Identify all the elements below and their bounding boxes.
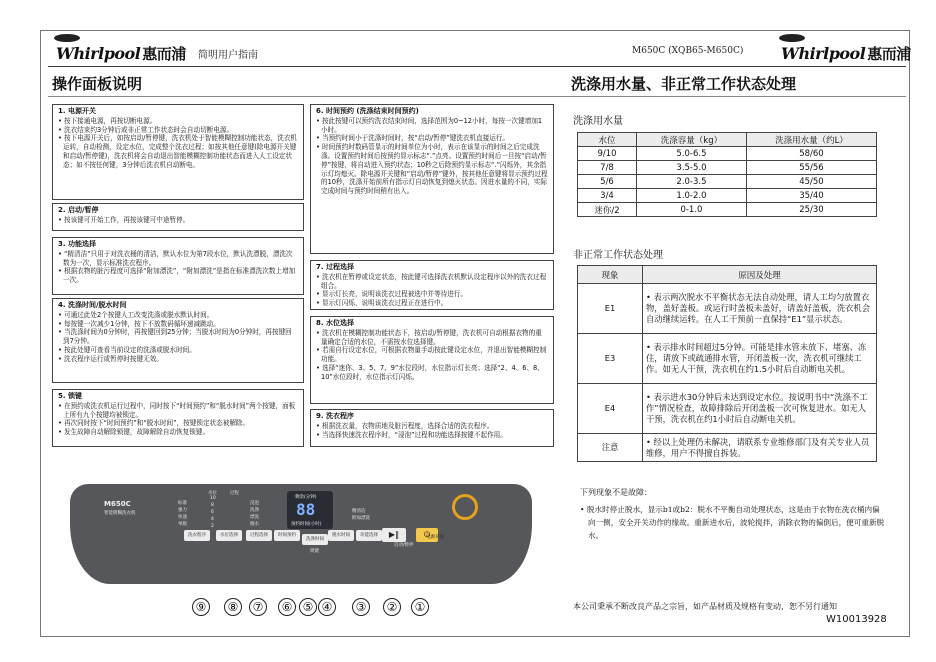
program-label: 快速 [178,515,187,520]
box-item: • 按此按键可以预约洗衣结束时间，选择范围为0~12小时，每按一次键增加1小时。 [316,117,548,135]
model-number: M650C (XQB65-M650C) [632,46,744,56]
reservation-button[interactable]: 时间预约 [274,530,300,541]
box-start [52,203,304,231]
cell: 7/8 [578,161,637,175]
table-row [578,203,877,217]
power-icon: ⏻ [423,530,431,539]
table-row [578,161,877,175]
table-header: 原因及处理 [643,266,877,284]
error-table [577,265,877,462]
box-item: • 每按键一次减少1分钟，按下不放数码循环递减跳动。 [58,320,298,329]
logo-en: Whirlpool [56,44,141,63]
box-item: • 当预约时间小于洗涤时间时，按“启动/暂停”键洗衣机直接运行。 [316,134,548,143]
logo-cn: 惠而浦 [867,45,911,63]
cell: E1 [578,284,643,334]
non-fault-text: • 脱水时停止脱水，显示b1或b2：脱水不平衡自动处理状态，这是由于衣物在洗衣桶内偏向一侧，安全开关动作的缘故。重新进水后，波轮搅拌，消除衣物的偏倒后，便可重新脱水。 [580,505,885,540]
box-item: • 当洗涤时间为0分钟时，再按键回到25分钟；当脱水时间为0分钟时，再按键回到7分钟。 [58,328,298,346]
box-lock [52,389,304,447]
spin-time-button[interactable]: 脱水时间 [328,530,354,541]
cell: 5/6 [578,175,637,189]
box-power [52,104,304,200]
start-pause-label: 启动/暂停 [394,543,414,548]
cell: • 表示排水时间超过5分钟。可能是排水管未放下、堵塞、冻住，请放下或疏通排水管，开闭盖板一次，洗衣机可继续工作。如无人干预，洗衣机在约1.5小时后自动断电关机。 [643,334,877,384]
box-item: • 再次同时按下“时间预约”和“脱水时间”，按键锁定状态被解除。 [58,419,298,428]
program-button[interactable]: 洗衣程序 [184,530,210,541]
callout-4: ④ [318,598,336,616]
right-section-title: 洗涤用水量、非正常工作状态处理 [571,75,797,93]
brand-ring-icon [452,494,478,520]
water-table-title: 洗涤用水量 [573,116,623,127]
cell: 58/60 [746,147,876,161]
box-item: • 当选择快速洗衣程序时，“浸泡”过程和功能选择按键不起作用。 [316,431,548,440]
box-item: • 按下接通电源，再按切断电源。 [58,117,298,126]
cell: 1.0-2.0 [637,189,747,203]
callout-6: ⑥ [278,598,296,616]
box-item: • 显示灯闪烁，说明该洗衣过程正在进行中。 [316,299,548,308]
box-process [310,260,554,310]
cell-text: 经以上处理仍未解决，请联系专业维修部门及有关专业人员维修，用户不得擅自拆装。 [646,436,870,458]
program-label: 标准 [178,501,187,506]
non-fault-body: 脱水时停止脱水，显示b1或b2：脱水不平衡自动处理状态，这是由于衣物在洗衣桶内偏向一侧，安全开关动作的缘故。重新进水后，波轮搅拌，消除衣物的偏倒后，便可重新脱水。 [586,505,885,540]
logo-en: Whirlpool [781,44,866,63]
cell: • 表示进水30分钟后未达到设定水位。按说明书中“洗涤不工作”情况检查，故障排除后开闭盖板一次可恢复进水。如无人干预，洗衣机在约1小时后自动断电关机。 [643,384,877,434]
panel-brand-sub: 智能模糊洗衣机 [104,511,136,516]
callout-2: ② [383,598,401,616]
box-title: 9. 洗衣程序 [316,412,354,420]
logo-oval-icon [54,34,80,42]
table-row [578,284,877,334]
panel-brand: M650C [104,500,131,508]
table-row [578,189,877,203]
start-pause-icon: ▶‖ [388,530,400,539]
process-label: 脱水 [250,522,259,527]
table-header: 洗涤容量（kg） [637,133,747,147]
cell: E3 [578,334,643,384]
callout-7: ⑦ [249,598,267,616]
water-header: 水位 [208,491,217,496]
cell: 35/40 [746,189,876,203]
function-button[interactable]: 功能选择 [356,530,382,541]
box-title: 3. 功能选择 [58,240,96,248]
box-item: • 洗衣机在暂停或设定状态，按此键可选择洗衣机默认设定程序以外的洗衣过程组合。 [316,273,548,291]
table-row [578,434,877,462]
box-time [52,298,304,383]
cell: E4 [578,384,643,434]
table-row [578,147,877,161]
cell-text: 表示两次脱水不平衡状态无法自动处理，请人工均匀放置衣物，盖好盖板。或运行时盖板未盖好，请盖好盖板，洗衣机会自动继续运转。在人工干预前一直保持“E1”显示状态。 [646,292,871,324]
header-rule-2 [48,96,906,97]
box-item: • 根据洗衣量，衣物质地及脏污程度，选择合适的洗衣程序。 [316,422,548,431]
process-label: 洗涤 [250,508,259,513]
cell: 3.5-5.0 [637,161,747,175]
cell: 5.0-6.5 [637,147,747,161]
error-table-title: 非正常工作状态处理 [573,250,663,261]
callout-8: ⑧ [224,598,242,616]
cell: 0-1.0 [637,203,747,217]
water-table [577,132,877,217]
box-item: • 按此处键可查看当前设定的洗涤或脱水时间。 [58,346,298,355]
start-pause-button[interactable] [382,528,406,542]
box-reservation [310,104,554,254]
water-level-label: 2 [211,524,214,529]
water-level-button[interactable]: 水位选择 [216,530,242,541]
box-title: 4. 洗涤时间/脱水时间 [58,301,127,309]
display-top-label: 剩余(分钟) [295,495,317,500]
display-value: 88 [296,500,316,519]
table-header: 洗涤用水量（约L） [746,133,876,147]
water-level-label: 8 [211,503,214,508]
table-header-row [578,133,877,147]
table-row [578,384,877,434]
logo-cn: 惠而浦 [142,45,186,63]
callout-9: ⑨ [192,598,210,616]
callout-1: ① [411,598,429,616]
box-item: • 洗衣程序运行或暂停时按键无效。 [58,355,298,364]
guide-title: 简明用户指南 [198,50,258,61]
table-row [578,334,877,384]
cell: 迷你/2 [578,203,637,217]
box-title: 6. 时间预约 (洗涤结束时间预约) [316,107,419,115]
header-rule [48,66,906,67]
control-panel [70,484,532,584]
box-title: 8. 水位选择 [316,319,354,327]
callout-3: ③ [352,598,370,616]
process-header: 过程 [230,491,239,496]
box-item: • 根据衣物的脏污程度可选择“附加漂洗”，“附加漂洗”是指在标准漂洗次数上增加一次。 [58,267,298,285]
box-item: • 显示灯长亮，说明该洗衣过程被选中并等待进行。 [316,290,548,299]
table-row [578,175,877,189]
box-item: • 若需自行设定水位，可根据衣物量手动按此键设定水位，并退出智能模糊控制功能。 [316,346,548,364]
cell: 45/50 [746,175,876,189]
box-item: • 洗衣结束约3分钟后或非正常工作状态时会自动切断电源。 [58,126,298,135]
box-item: • “精清洁”只用于对洗衣桶的清洁，默认水位为第7段水位，默认洗漂脱，漂洗次数为一次，显示标准洗衣程序。 [58,250,298,268]
water-level-label: 6 [211,510,214,515]
program-label: 强力 [178,508,187,513]
non-fault-title: 下列现象不是故障： [580,488,652,497]
box-item: • 在预约或洗衣机运行过程中，同时按下“时间预约”和“脱水时间”两个按键，面板上所有九个按键均被锁定。 [58,402,298,420]
footer-notice: 本公司秉承不断改良产品之宗旨，如产品材质及规格有变动，恕不另行通知 [573,602,837,611]
water-level-label: 4 [211,517,214,522]
box-item: • 按该键可开始工作，再按该键可中途暂停。 [58,216,298,225]
box-item: • 按下电源开关后，如按启动/暂停键，洗衣机处于智能模糊控制功能状态，洗衣机运转，自动检测，设定水位，完成整个洗衣过程；如按其他任意键(除电源开关键和启动/暂停键)，洗衣机将会自动退出智能模糊控制功能状态而进入人工设定状态；如不按任何键，3分钟后洗衣机自动断电。 [58,134,298,169]
box-title: 2. 启动/暂停 [58,206,99,214]
table-header-row [578,266,877,284]
cell: 25/30 [746,203,876,217]
process-label: 漂洗 [250,515,259,520]
box-item: • 可通过此处2个按键人工改变洗涤或脱水默认时间。 [58,311,298,320]
cell-text: 表示进水30分钟后未达到设定水位。按说明书中“洗涤不工作”情况检查，故障排除后开闭盖板一次可恢复进水。如无人干预，洗衣机在约1小时后自动断电关机。 [646,392,868,424]
box-item: • 选择“迷你、3、5、7、9”水位段时，水位指示灯长亮；选择“2、4、6、8、10”水位段时，水位指示灯闪烁。 [316,364,548,382]
box-program [310,409,554,447]
box-title: 1. 电源开关 [58,107,96,115]
cell: 注意 [578,434,643,462]
process-label: 浸泡 [250,501,259,506]
cell-text: 表示排水时间超过5分钟。可能是排水管未放下、堵塞、冻住，请放下或疏通排水管，开闭盖板一次，洗衣机可继续工作。如无人干预，洗衣机在约1.5小时后自动断电关机。 [646,342,867,374]
table-header: 水位 [578,133,637,147]
extra-label: 精清洁 [352,509,366,514]
water-level-label: 10 [210,496,216,501]
table-header: 现象 [578,266,643,284]
box-title: 5. 锁键 [58,392,82,400]
cell: 55/56 [746,161,876,175]
program-label: 单脱 [178,522,187,527]
box-water-level [310,316,554,404]
lock-label: 锁键 [310,549,319,554]
power-label: 电源开关 [426,535,444,540]
logo-oval-icon [779,34,805,42]
digital-display [287,491,333,529]
box-item: • 时间预约时数码管显示的时间单位为小时，表示在该显示的时间之后完成洗涤。设置预约时间后按预约显示标志“.”点亮。设置预约时间后一旦按“启动/暂停”按键，将自动进入预约状态；10秒之后除预约显示标志“.”闪烁外，其余指示灯均熄灭。除电源开关键和“启动/暂停”键外，按其他任意键将显示预约过程的10秒，洗涤开始前所有指示灯自动恢复到熄灭状态。因进水量的不同，实际完成时间与预约时间稍有出入。 [316,143,548,196]
cell: • 经以上处理仍未解决，请联系专业维修部门及有关专业人员维修，用户不得擅自拆装。 [643,434,877,462]
box-item: • 洗衣机在模糊控制功能状态下，按启动/暂停键，洗衣机可自动根据衣物的重量确定合适的水位，不需按水位选择键。 [316,329,548,347]
left-section-title: 操作面板说明 [52,75,143,93]
whirlpool-logo-left [56,43,186,64]
footer-code: W10013928 [826,614,887,625]
cell: 9/10 [578,147,637,161]
box-title: 7. 过程选择 [316,263,354,271]
box-function [52,237,304,295]
display-bottom-label: 预约时间(小时) [291,522,322,527]
cell: 2.0-3.5 [637,175,747,189]
wash-time-button[interactable]: 洗涤时间 [302,534,328,545]
process-button[interactable]: 过程选择 [246,530,272,541]
cell: 3/4 [578,189,637,203]
cell: • 表示两次脱水不平衡状态无法自动处理，请人工均匀放置衣物，盖好盖板。或运行时盖板未盖好，请盖好盖板，洗衣机会自动继续运转。在人工干预前一直保持“E1”显示状态。 [643,284,877,334]
box-item: • 发生故障自动解除锁键，故障解除自动恢复锁键。 [58,428,298,437]
whirlpool-logo-right [781,43,911,64]
callout-5: ⑤ [299,598,317,616]
extra-label: 附加漂洗 [352,516,370,521]
